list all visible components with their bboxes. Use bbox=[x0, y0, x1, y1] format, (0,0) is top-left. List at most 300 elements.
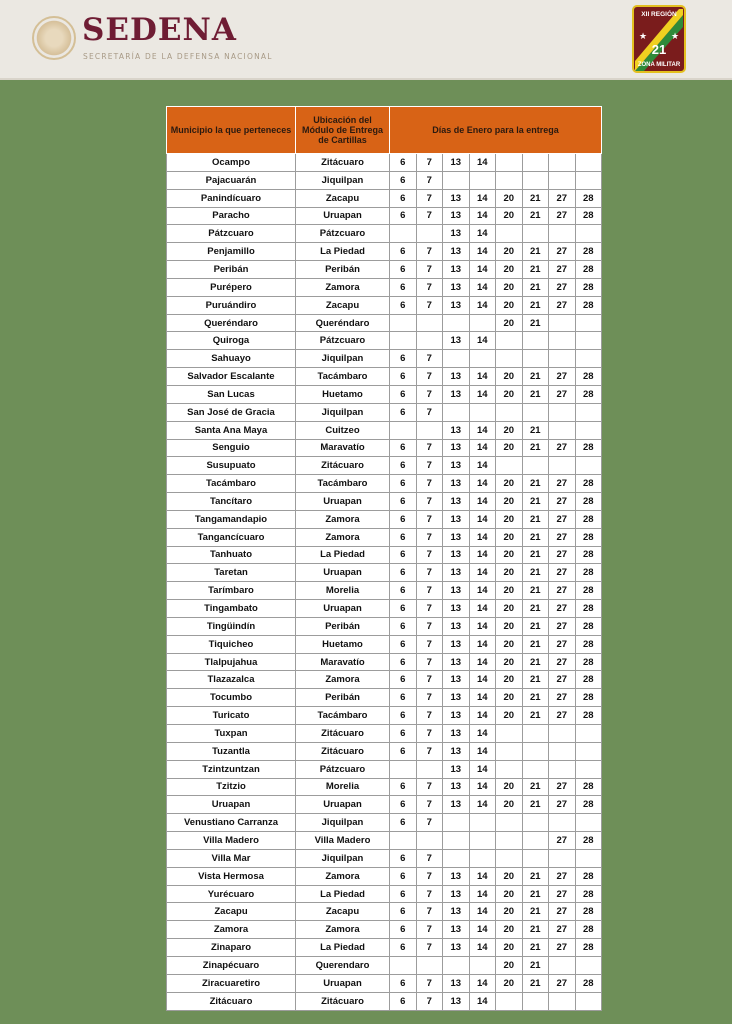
day-cell: 7 bbox=[416, 154, 443, 172]
day-cell: 7 bbox=[416, 582, 443, 600]
day-cell: 14 bbox=[469, 278, 496, 296]
day-cell: 13 bbox=[443, 653, 470, 671]
table-row bbox=[167, 493, 602, 511]
day-cell bbox=[575, 457, 602, 475]
municipio-cell: Tocumbo bbox=[167, 689, 296, 707]
day-cell bbox=[496, 760, 523, 778]
day-cell: 27 bbox=[549, 635, 576, 653]
day-cell: 7 bbox=[416, 903, 443, 921]
day-cell: 21 bbox=[522, 796, 549, 814]
ubicacion-cell: Zitácuaro bbox=[296, 742, 390, 760]
ubicacion-cell: Zamora bbox=[296, 671, 390, 689]
table-row bbox=[167, 742, 602, 760]
ubicacion-cell: Maravatío bbox=[296, 439, 390, 457]
day-cell bbox=[496, 171, 523, 189]
table-row bbox=[167, 154, 602, 172]
day-cell: 20 bbox=[496, 974, 523, 992]
day-cell: 28 bbox=[575, 939, 602, 957]
day-cell: 7 bbox=[416, 564, 443, 582]
day-cell bbox=[549, 403, 576, 421]
day-cell: 7 bbox=[416, 778, 443, 796]
table-row bbox=[167, 832, 602, 850]
day-cell: 27 bbox=[549, 296, 576, 314]
day-cell: 14 bbox=[469, 457, 496, 475]
day-cell: 13 bbox=[443, 510, 470, 528]
ubicacion-cell: La Piedad bbox=[296, 243, 390, 261]
day-cell: 13 bbox=[443, 564, 470, 582]
day-cell: 7 bbox=[416, 385, 443, 403]
day-cell: 6 bbox=[390, 635, 417, 653]
day-cell: 7 bbox=[416, 653, 443, 671]
day-cell: 13 bbox=[443, 278, 470, 296]
day-cell: 6 bbox=[390, 493, 417, 511]
day-cell bbox=[443, 403, 470, 421]
header-dias: Días de Enero para la entrega bbox=[390, 107, 602, 154]
day-cell: 14 bbox=[469, 796, 496, 814]
municipio-cell: Tlazazalca bbox=[167, 671, 296, 689]
day-cell bbox=[549, 225, 576, 243]
day-cell: 7 bbox=[416, 742, 443, 760]
day-cell: 20 bbox=[496, 956, 523, 974]
day-cell bbox=[549, 725, 576, 743]
day-cell bbox=[575, 332, 602, 350]
day-cell: 13 bbox=[443, 921, 470, 939]
table-body bbox=[167, 154, 602, 1011]
table-row bbox=[167, 635, 602, 653]
table-row bbox=[167, 956, 602, 974]
table-row bbox=[167, 171, 602, 189]
municipio-cell: Tzitzio bbox=[167, 778, 296, 796]
day-cell: 7 bbox=[416, 885, 443, 903]
table-row bbox=[167, 582, 602, 600]
day-cell: 28 bbox=[575, 368, 602, 386]
day-cell: 28 bbox=[575, 510, 602, 528]
ubicacion-cell: Zitácuaro bbox=[296, 992, 390, 1010]
day-cell bbox=[469, 832, 496, 850]
day-cell: 20 bbox=[496, 921, 523, 939]
ubicacion-cell: Querendaro bbox=[296, 956, 390, 974]
day-cell: 21 bbox=[522, 617, 549, 635]
day-cell: 13 bbox=[443, 796, 470, 814]
day-cell: 20 bbox=[496, 189, 523, 207]
day-cell: 13 bbox=[443, 546, 470, 564]
municipio-cell: Yurécuaro bbox=[167, 885, 296, 903]
table-row bbox=[167, 707, 602, 725]
day-cell: 20 bbox=[496, 314, 523, 332]
table-row bbox=[167, 974, 602, 992]
day-cell: 6 bbox=[390, 617, 417, 635]
day-cell: 13 bbox=[443, 457, 470, 475]
day-cell: 7 bbox=[416, 243, 443, 261]
table-row bbox=[167, 350, 602, 368]
table-row bbox=[167, 207, 602, 225]
table-row bbox=[167, 261, 602, 279]
day-cell bbox=[522, 332, 549, 350]
day-cell: 27 bbox=[549, 671, 576, 689]
day-cell: 27 bbox=[549, 564, 576, 582]
day-cell: 28 bbox=[575, 903, 602, 921]
ubicacion-cell: Pátzcuaro bbox=[296, 225, 390, 243]
day-cell bbox=[549, 332, 576, 350]
day-cell: 28 bbox=[575, 653, 602, 671]
day-cell bbox=[443, 814, 470, 832]
day-cell: 14 bbox=[469, 475, 496, 493]
table-row bbox=[167, 528, 602, 546]
ubicacion-cell: Maravatío bbox=[296, 653, 390, 671]
day-cell bbox=[575, 421, 602, 439]
ubicacion-cell: La Piedad bbox=[296, 939, 390, 957]
table-row bbox=[167, 921, 602, 939]
day-cell: 14 bbox=[469, 653, 496, 671]
day-cell bbox=[443, 956, 470, 974]
ubicacion-cell: Uruapan bbox=[296, 493, 390, 511]
ubicacion-cell: Morelia bbox=[296, 778, 390, 796]
brand-subtitle: SECRETARÍA DE LA DEFENSA NACIONAL bbox=[83, 52, 273, 61]
day-cell: 6 bbox=[390, 814, 417, 832]
day-cell bbox=[522, 225, 549, 243]
municipio-cell: Tlalpujahua bbox=[167, 653, 296, 671]
table-row bbox=[167, 600, 602, 618]
emblem-bottom-text: ZONA MILITAR bbox=[637, 62, 681, 68]
municipio-cell: Tingüindín bbox=[167, 617, 296, 635]
day-cell: 28 bbox=[575, 261, 602, 279]
municipio-cell: Ocampo bbox=[167, 154, 296, 172]
day-cell: 13 bbox=[443, 671, 470, 689]
day-cell: 21 bbox=[522, 974, 549, 992]
municipio-cell: Ziracuaretiro bbox=[167, 974, 296, 992]
day-cell: 13 bbox=[443, 885, 470, 903]
table-row bbox=[167, 903, 602, 921]
day-cell: 21 bbox=[522, 600, 549, 618]
day-cell: 14 bbox=[469, 421, 496, 439]
day-cell bbox=[549, 457, 576, 475]
day-cell bbox=[522, 457, 549, 475]
day-cell: 6 bbox=[390, 207, 417, 225]
municipio-cell: Pajacuarán bbox=[167, 171, 296, 189]
day-cell: 14 bbox=[469, 510, 496, 528]
ubicacion-cell: Uruapan bbox=[296, 564, 390, 582]
day-cell: 6 bbox=[390, 653, 417, 671]
ubicacion-cell: Tacámbaro bbox=[296, 707, 390, 725]
day-cell: 6 bbox=[390, 796, 417, 814]
ubicacion-cell: Jiquilpan bbox=[296, 403, 390, 421]
day-cell bbox=[416, 760, 443, 778]
day-cell: 13 bbox=[443, 992, 470, 1010]
municipio-cell: Panindícuaro bbox=[167, 189, 296, 207]
day-cell: 27 bbox=[549, 707, 576, 725]
day-cell: 6 bbox=[390, 921, 417, 939]
day-cell: 6 bbox=[390, 350, 417, 368]
day-cell: 14 bbox=[469, 903, 496, 921]
day-cell bbox=[522, 849, 549, 867]
table-row bbox=[167, 510, 602, 528]
table-row bbox=[167, 653, 602, 671]
day-cell: 13 bbox=[443, 903, 470, 921]
municipio-cell: Zamora bbox=[167, 921, 296, 939]
day-cell: 7 bbox=[416, 707, 443, 725]
ubicacion-cell: Uruapan bbox=[296, 600, 390, 618]
day-cell: 14 bbox=[469, 707, 496, 725]
day-cell: 27 bbox=[549, 974, 576, 992]
brand-title: SEDENA bbox=[82, 12, 237, 48]
day-cell bbox=[496, 849, 523, 867]
municipio-cell: Zacapu bbox=[167, 903, 296, 921]
municipio-cell: Queréndaro bbox=[167, 314, 296, 332]
municipio-cell: Tangancícuaro bbox=[167, 528, 296, 546]
day-cell: 28 bbox=[575, 546, 602, 564]
municipio-cell: San José de Gracia bbox=[167, 403, 296, 421]
ubicacion-cell: Morelia bbox=[296, 582, 390, 600]
table-row bbox=[167, 368, 602, 386]
table-row bbox=[167, 243, 602, 261]
ubicacion-cell: Peribán bbox=[296, 261, 390, 279]
ubicacion-cell: Tacámbaro bbox=[296, 475, 390, 493]
day-cell: 21 bbox=[522, 707, 549, 725]
day-cell: 20 bbox=[496, 528, 523, 546]
day-cell: 14 bbox=[469, 760, 496, 778]
day-cell: 28 bbox=[575, 189, 602, 207]
day-cell: 27 bbox=[549, 796, 576, 814]
military-zone-emblem-icon bbox=[632, 5, 686, 73]
table-row bbox=[167, 564, 602, 582]
day-cell: 20 bbox=[496, 617, 523, 635]
day-cell bbox=[575, 760, 602, 778]
day-cell bbox=[416, 421, 443, 439]
day-cell bbox=[549, 849, 576, 867]
day-cell: 13 bbox=[443, 493, 470, 511]
municipio-cell: Salvador Escalante bbox=[167, 368, 296, 386]
day-cell: 6 bbox=[390, 528, 417, 546]
day-cell: 21 bbox=[522, 671, 549, 689]
day-cell: 6 bbox=[390, 243, 417, 261]
ubicacion-cell: La Piedad bbox=[296, 546, 390, 564]
day-cell: 6 bbox=[390, 457, 417, 475]
day-cell: 14 bbox=[469, 189, 496, 207]
day-cell: 7 bbox=[416, 171, 443, 189]
municipio-cell: Tzintzuntzan bbox=[167, 760, 296, 778]
day-cell bbox=[575, 314, 602, 332]
day-cell: 13 bbox=[443, 582, 470, 600]
day-cell: 6 bbox=[390, 867, 417, 885]
day-cell bbox=[522, 832, 549, 850]
day-cell: 14 bbox=[469, 243, 496, 261]
day-cell bbox=[496, 403, 523, 421]
day-cell: 21 bbox=[522, 261, 549, 279]
day-cell: 21 bbox=[522, 493, 549, 511]
day-cell: 27 bbox=[549, 617, 576, 635]
day-cell bbox=[522, 154, 549, 172]
table-row bbox=[167, 671, 602, 689]
ubicacion-cell: Villa Madero bbox=[296, 832, 390, 850]
day-cell: 27 bbox=[549, 439, 576, 457]
day-cell: 7 bbox=[416, 189, 443, 207]
day-cell: 7 bbox=[416, 296, 443, 314]
day-cell: 20 bbox=[496, 564, 523, 582]
day-cell: 28 bbox=[575, 885, 602, 903]
day-cell: 21 bbox=[522, 528, 549, 546]
day-cell bbox=[575, 956, 602, 974]
municipio-cell: Pátzcuaro bbox=[167, 225, 296, 243]
day-cell: 14 bbox=[469, 742, 496, 760]
municipio-cell: Tacámbaro bbox=[167, 475, 296, 493]
municipio-cell: Venustiano Carranza bbox=[167, 814, 296, 832]
day-cell: 7 bbox=[416, 528, 443, 546]
day-cell bbox=[416, 832, 443, 850]
day-cell bbox=[575, 403, 602, 421]
municipio-cell: Susupuato bbox=[167, 457, 296, 475]
ubicacion-cell: Peribán bbox=[296, 617, 390, 635]
day-cell bbox=[496, 814, 523, 832]
day-cell bbox=[496, 225, 523, 243]
day-cell: 14 bbox=[469, 385, 496, 403]
day-cell: 13 bbox=[443, 225, 470, 243]
day-cell bbox=[469, 350, 496, 368]
day-cell: 21 bbox=[522, 903, 549, 921]
day-cell: 13 bbox=[443, 867, 470, 885]
day-cell: 13 bbox=[443, 689, 470, 707]
municipio-cell: Zinapécuaro bbox=[167, 956, 296, 974]
day-cell bbox=[522, 725, 549, 743]
day-cell: 21 bbox=[522, 653, 549, 671]
day-cell: 14 bbox=[469, 689, 496, 707]
day-cell: 14 bbox=[469, 778, 496, 796]
day-cell: 14 bbox=[469, 439, 496, 457]
day-cell: 20 bbox=[496, 296, 523, 314]
day-cell: 13 bbox=[443, 974, 470, 992]
day-cell: 21 bbox=[522, 314, 549, 332]
day-cell: 14 bbox=[469, 725, 496, 743]
day-cell: 7 bbox=[416, 849, 443, 867]
day-cell: 7 bbox=[416, 814, 443, 832]
day-cell: 6 bbox=[390, 707, 417, 725]
day-cell: 14 bbox=[469, 582, 496, 600]
day-cell: 20 bbox=[496, 689, 523, 707]
day-cell: 21 bbox=[522, 510, 549, 528]
day-cell: 28 bbox=[575, 439, 602, 457]
day-cell bbox=[575, 992, 602, 1010]
day-cell: 27 bbox=[549, 189, 576, 207]
header-bar bbox=[0, 0, 732, 80]
day-cell: 20 bbox=[496, 635, 523, 653]
day-cell: 21 bbox=[522, 243, 549, 261]
day-cell: 21 bbox=[522, 385, 549, 403]
day-cell: 28 bbox=[575, 635, 602, 653]
day-cell: 27 bbox=[549, 778, 576, 796]
day-cell bbox=[575, 154, 602, 172]
day-cell: 20 bbox=[496, 385, 523, 403]
day-cell: 13 bbox=[443, 760, 470, 778]
table-row bbox=[167, 992, 602, 1010]
day-cell: 28 bbox=[575, 278, 602, 296]
ubicacion-cell: Zitácuaro bbox=[296, 457, 390, 475]
day-cell bbox=[390, 332, 417, 350]
table-row bbox=[167, 189, 602, 207]
municipio-cell: Turicato bbox=[167, 707, 296, 725]
day-cell: 20 bbox=[496, 600, 523, 618]
day-cell: 13 bbox=[443, 528, 470, 546]
ubicacion-cell: Jiquilpan bbox=[296, 350, 390, 368]
day-cell bbox=[416, 332, 443, 350]
day-cell: 13 bbox=[443, 243, 470, 261]
day-cell: 14 bbox=[469, 992, 496, 1010]
day-cell bbox=[496, 332, 523, 350]
day-cell bbox=[496, 154, 523, 172]
municipio-cell: Vista Hermosa bbox=[167, 867, 296, 885]
day-cell bbox=[549, 154, 576, 172]
ubicacion-cell: Peribán bbox=[296, 689, 390, 707]
day-cell: 21 bbox=[522, 439, 549, 457]
day-cell: 27 bbox=[549, 903, 576, 921]
municipio-cell: Tangamandapio bbox=[167, 510, 296, 528]
table-row bbox=[167, 760, 602, 778]
header-municipio: Municipio la que perteneces bbox=[167, 107, 296, 154]
municipio-cell: Puruándiro bbox=[167, 296, 296, 314]
ubicacion-cell: Uruapan bbox=[296, 974, 390, 992]
day-cell: 27 bbox=[549, 278, 576, 296]
day-cell: 6 bbox=[390, 475, 417, 493]
day-cell bbox=[575, 849, 602, 867]
day-cell: 28 bbox=[575, 207, 602, 225]
day-cell: 20 bbox=[496, 796, 523, 814]
ubicacion-cell: Zamora bbox=[296, 921, 390, 939]
ubicacion-cell: Tacámbaro bbox=[296, 368, 390, 386]
day-cell: 20 bbox=[496, 261, 523, 279]
day-cell bbox=[549, 814, 576, 832]
ubicacion-cell: Huetamo bbox=[296, 635, 390, 653]
municipio-cell: Quiroga bbox=[167, 332, 296, 350]
day-cell bbox=[549, 956, 576, 974]
day-cell bbox=[390, 225, 417, 243]
day-cell: 21 bbox=[522, 278, 549, 296]
emblem-number-text: 21 bbox=[651, 42, 667, 57]
day-cell bbox=[575, 171, 602, 189]
day-cell: 27 bbox=[549, 832, 576, 850]
day-cell bbox=[549, 314, 576, 332]
day-cell: 6 bbox=[390, 885, 417, 903]
table-row bbox=[167, 296, 602, 314]
svg-text:★: ★ bbox=[670, 31, 680, 41]
municipio-cell: Peribán bbox=[167, 261, 296, 279]
table-row bbox=[167, 814, 602, 832]
day-cell: 21 bbox=[522, 689, 549, 707]
day-cell bbox=[522, 992, 549, 1010]
day-cell: 27 bbox=[549, 546, 576, 564]
day-cell: 14 bbox=[469, 493, 496, 511]
day-cell: 21 bbox=[522, 189, 549, 207]
day-cell bbox=[575, 725, 602, 743]
delivery-schedule-table bbox=[166, 106, 601, 1011]
municipio-cell: Tancítaro bbox=[167, 493, 296, 511]
day-cell: 28 bbox=[575, 707, 602, 725]
day-cell: 6 bbox=[390, 278, 417, 296]
day-cell: 20 bbox=[496, 207, 523, 225]
day-cell: 28 bbox=[575, 243, 602, 261]
table-row bbox=[167, 689, 602, 707]
day-cell bbox=[416, 956, 443, 974]
header-ubicacion: Ubicación del Módulo de Entrega de Cartillas bbox=[296, 107, 390, 154]
day-cell: 14 bbox=[469, 921, 496, 939]
day-cell: 28 bbox=[575, 689, 602, 707]
day-cell: 20 bbox=[496, 243, 523, 261]
day-cell bbox=[575, 225, 602, 243]
day-cell: 27 bbox=[549, 510, 576, 528]
ubicacion-cell: Zamora bbox=[296, 528, 390, 546]
day-cell: 14 bbox=[469, 296, 496, 314]
day-cell: 6 bbox=[390, 546, 417, 564]
day-cell: 27 bbox=[549, 921, 576, 939]
table-row bbox=[167, 849, 602, 867]
table-row bbox=[167, 278, 602, 296]
